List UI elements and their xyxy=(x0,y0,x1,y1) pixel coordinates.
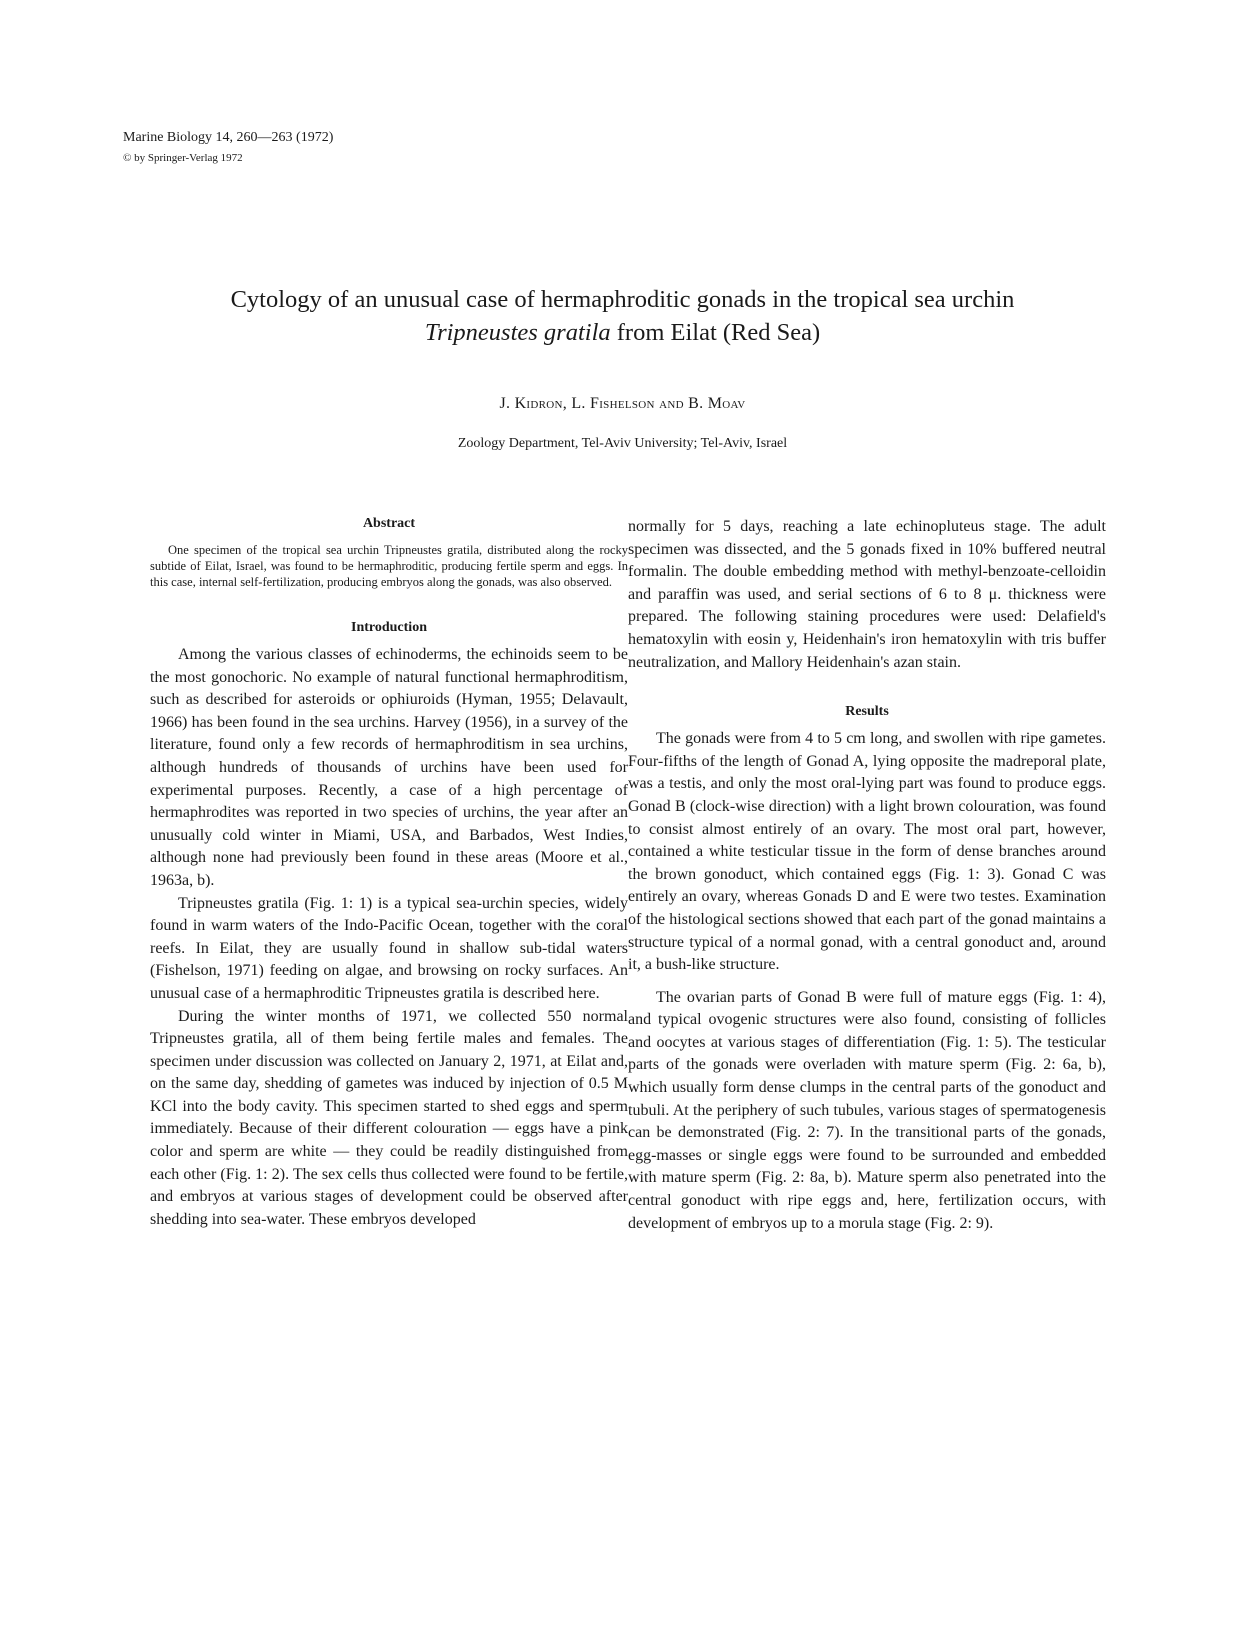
abstract-heading: Abstract xyxy=(362,516,416,531)
intro-paragraph-1: Among the various classes of echinoderms, the echinoids seem to be the most gonochoric. No example of natural functional hermaphroditism, such as described for asteroids or ophiuroids (Hyman, 1955; Delavault, 1966) has been found in the sea urchins. Harvey (1956), in a survey of the literature, found only a few records of hermaphroditism in sea urchins, although hundreds of thousands of urchins have been used for experimental purposes. Recently, a case of a high percentage of hermaphrodites was reported in two species of urchins, the year after an unusually cold winter in Miami, USA, and Barbados, West Indies, although none had previously been found in these areas (Moore et al., 1963a, b). xyxy=(150,646,628,889)
paper-title xyxy=(110,283,1135,349)
left-column xyxy=(150,516,628,1231)
author-list: J. Kidron, L. Fishelson and B. Moav xyxy=(499,395,746,412)
copyright-notice: © by Springer-Verlag 1972 xyxy=(123,152,243,164)
results-paragraph-2: The ovarian parts of Gonad B were full of mature eggs (Fig. 1: 4), and typical ovogenic structures were also found, consisting of follicles and oocytes at various stages of differentiation (Fig. 1: 5). The testicular parts of the gonads were overladen with mature sperm (Fig. 2: 6a, b), which usually form dense clumps in the central parts of the gonoduct and tubuli. At the periphery of such tubules, various stages of spermatogenesis can be demonstrated (Fig. 2: 7). In the transitional parts of the gonads, egg-masses or single eggs were found to be surrounded and embedded with mature sperm (Fig. 2: 8a, b). Mature sperm also penetrated into the central gonoduct with ripe eggs and, here, fertilization occurs, with development of embryos up to a morula stage (Fig. 2: 9). xyxy=(628,988,1106,1232)
results-paragraph-1: The gonads were from 4 to 5 cm long, and swollen with ripe gametes. Four-fifths of the length of Gonad A, lying opposite the madreporal plate, was a testis, and only the most oral-lying part was found to produce eggs. Gonad B (clock-wise direction) with a light brown colouration, was found to consist almost entirely of an ovary. The most oral part, however, contained a white testicular tissue in the form of dense branches around the brown gonoduct, which contained eggs (Fig. 1: 3). Gonad C was entirely an ovary, whereas Gonads D and E were two testes. Examination of the histological sections showed that each part of the gonad maintains a structure typical of a normal gonad, with a central gonoduct and, around it, a bush-like structure. xyxy=(628,730,1106,974)
intro-paragraph-2: Tripneustes gratila (Fig. 1: 1) is a typical sea-urchin species, widely found in warm waters of the Indo-Pacific Ocean, together with the coral reefs. In Eilat, they are usually found in shallow sub-tidal waters (Fishelson, 1971) feeding on algae, and browsing on rocky surfaces. An unusual case of a hermaphroditic Tripneustes gratila is described here. xyxy=(150,894,628,1002)
title-species: Tripneustes gratila xyxy=(424,319,611,346)
title-line-1: Cytology of an unusual case of hermaphroditic gonads in the tropical sea urchin xyxy=(230,286,1015,313)
methods-continuation: normally for 5 days, reaching a late echinopluteus stage. The adult specimen was dissected, and the 5 gonads fixed in 10% buffered neutral formalin. The double embedding method with methyl-benzoate-celloidin and paraffin was used, and serial sections of 6 to 8 μ. thickness were prepared. The following staining procedures were used: Delafield's hematoxylin with eosin y, Heidenhain's iron hematoxylin with tris buffer neutralization, and Mallory Heidenhain's azan stain. xyxy=(628,518,1106,671)
abstract-text: One specimen of the tropical sea urchin Tripneustes gratila, distributed along the rocky subtide of Eilat, Israel, was found to be hermaphroditic, producing fertile sperm and eggs. In this case, internal self-fertilization, producing embryos along the gonads, was also observed. xyxy=(150,543,628,589)
affiliation: Zoology Department, Tel-Aviv University; Tel-Aviv, Israel xyxy=(457,436,788,451)
right-column xyxy=(628,516,1106,1235)
introduction-heading: Introduction xyxy=(351,620,427,635)
title-line-2: from Eilat (Red Sea) xyxy=(610,319,821,346)
journal-citation: Marine Biology 14, 260—263 (1972) xyxy=(123,130,334,145)
intro-paragraph-3: During the winter months of 1971, we collected 550 normal Tripneustes gratila, all of them being fertile males and females. The specimen under discussion was collected on January 2, 1971, at Eilat and, on the same day, shedding of gametes was induced by injection of 0.5 M KCl into the body cavity. This specimen started to shed eggs and sperm immediately. Because of their different colouration — eggs have a pink color and sperm are white — they could be readily distinguished from each other (Fig. 1: 2). The sex cells thus collected were found to be fertile, and embryos at various stages of development could be observed after shedding into sea-water. These embryos developed xyxy=(150,1007,628,1228)
results-heading: Results xyxy=(845,704,889,720)
title-block xyxy=(110,283,1135,452)
